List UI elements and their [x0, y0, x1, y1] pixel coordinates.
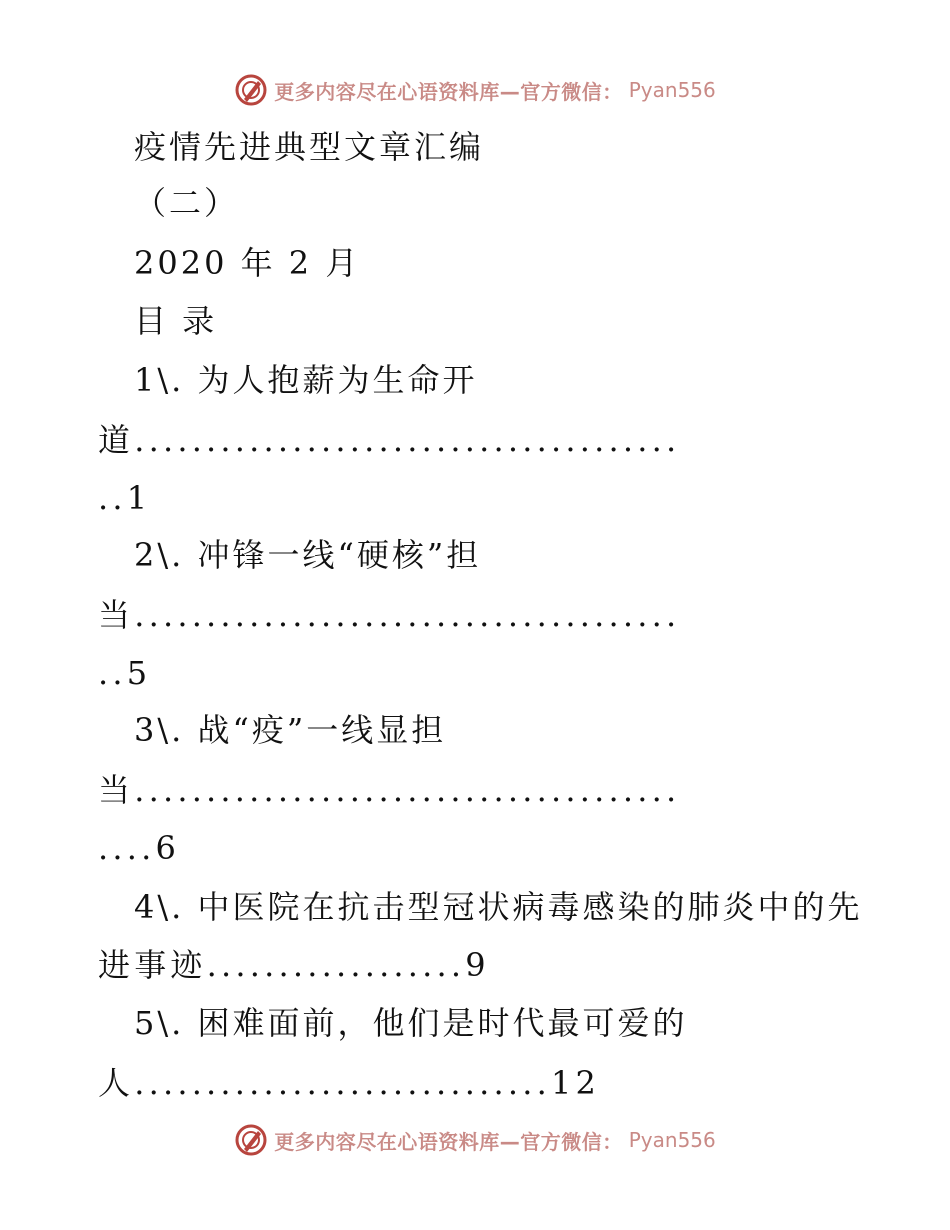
toc-heading: 目 录 — [134, 302, 218, 340]
watermark-text: 更多内容尽在心语资料库—官方微信： — [274, 1129, 623, 1154]
toc-entry-5-title: 5\. 困难面前，他们是时代最可爱的 — [134, 1004, 688, 1042]
header-watermark-banner — [0, 70, 950, 110]
pen-logo-icon — [234, 73, 268, 107]
toc-entry-4-leader: 进事迹..................9 — [98, 946, 490, 984]
toc-entry-2-leader: 当...................................... — [98, 596, 681, 634]
toc-entry-3-page: ....6 — [98, 829, 181, 867]
toc-entry-4-title: 4\. 中医院在抗击型冠状病毒感染的肺炎中的先 — [134, 888, 863, 926]
pen-logo-icon — [234, 1123, 268, 1157]
toc-entry-1-page: ..1 — [98, 479, 152, 517]
toc-entry-3-leader: 当...................................... — [98, 771, 681, 809]
toc-entry-5-leader: 人.............................12 — [98, 1064, 601, 1102]
document-date: 2020 年 2 月 — [134, 244, 361, 282]
toc-entry-2-title: 2\. 冲锋一线“硬核”担 — [134, 536, 482, 574]
document-subtitle: （二） — [134, 184, 240, 222]
toc-entry-1-title: 1\. 为人抱薪为生命开 — [134, 361, 478, 399]
wechat-id: Pyan556 — [628, 78, 716, 102]
watermark-text: 更多内容尽在心语资料库—官方微信： — [274, 79, 623, 104]
wechat-id: Pyan556 — [628, 1128, 716, 1152]
footer-watermark-banner — [0, 1120, 950, 1160]
document-title: 疫情先进典型文章汇编 — [134, 128, 485, 166]
toc-entry-3-title: 3\. 战“疫”一线显担 — [134, 711, 447, 749]
toc-entry-1-leader: 道...................................... — [98, 421, 681, 459]
toc-entry-2-page: ..5 — [98, 654, 152, 692]
